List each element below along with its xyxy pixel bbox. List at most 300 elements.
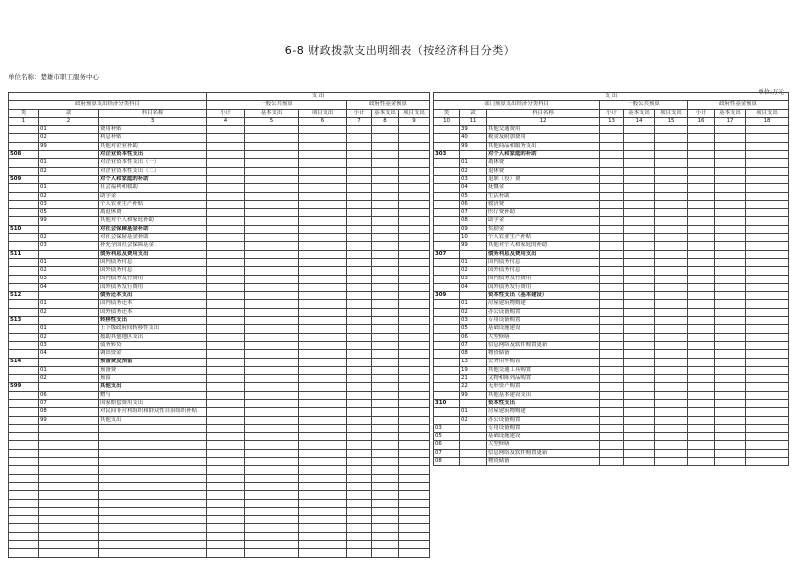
table-row (9, 192, 430, 200)
item-code: 01 (39, 184, 99, 192)
amount-cell (347, 308, 372, 316)
amount-cell (688, 159, 715, 167)
column-number: 18 (746, 117, 789, 125)
amount-cell (688, 142, 715, 150)
category-code (434, 126, 460, 134)
category-code (9, 209, 39, 217)
amount-cell (347, 507, 372, 515)
item-code: 06 (39, 391, 99, 399)
amount-cell (746, 441, 789, 449)
item-code (39, 225, 99, 233)
category-code (434, 242, 460, 250)
amount-cell (399, 333, 430, 341)
category-code (434, 325, 460, 333)
category-code (434, 366, 460, 374)
subject-name (99, 433, 207, 441)
amount-cell (299, 482, 347, 490)
table-row (9, 126, 430, 134)
amount-cell (600, 441, 624, 449)
amount-cell (372, 184, 399, 192)
table-row (9, 482, 430, 490)
amount-cell (347, 242, 372, 250)
category-code (9, 167, 39, 175)
item-code: 01 (39, 126, 99, 134)
category-code (9, 142, 39, 150)
table-row (434, 267, 789, 275)
amount-cell (399, 267, 430, 275)
amount-cell (399, 532, 430, 540)
amount-cell (372, 441, 399, 449)
amount-cell (372, 234, 399, 242)
subject-name: 赠与 (99, 391, 207, 399)
amount-cell (207, 341, 245, 349)
amount-cell (347, 258, 372, 266)
category-code (434, 317, 460, 325)
amount-cell (207, 416, 245, 424)
amount-cell (372, 258, 399, 266)
amount-cell (688, 275, 715, 283)
amount-cell (299, 142, 347, 150)
amount-cell (399, 350, 430, 358)
category-code (9, 159, 39, 167)
category-code (9, 507, 39, 515)
amount-cell (688, 317, 715, 325)
amount-cell (715, 167, 746, 175)
amount-cell (688, 383, 715, 391)
amount-cell (207, 499, 245, 507)
amount-cell (399, 358, 430, 366)
amount-cell (299, 391, 347, 399)
amount-cell (245, 341, 299, 349)
amount-cell (245, 184, 299, 192)
amount-cell (624, 458, 655, 466)
column-number: 3 (99, 117, 207, 125)
amount-cell (207, 258, 245, 266)
amount-cell (372, 267, 399, 275)
amount-cell (299, 507, 347, 515)
column-number: 14 (624, 117, 655, 125)
amount-cell (715, 408, 746, 416)
table-row (9, 151, 430, 159)
item-code: 01 (460, 258, 487, 266)
amount-cell (746, 333, 789, 341)
amount-cell (715, 391, 746, 399)
item-code: 03 (460, 275, 487, 283)
amount-cell (399, 200, 430, 208)
subject-name: 预留 (99, 375, 207, 383)
amount-cell (688, 449, 715, 457)
amount-cell (600, 175, 624, 183)
amount-cell (347, 449, 372, 457)
category-code (9, 217, 39, 225)
amount-cell (299, 292, 347, 300)
amount-cell (655, 317, 688, 325)
subject-name: 对企业资本性支出（一） (99, 159, 207, 167)
table-row (9, 283, 430, 291)
amount-cell (347, 267, 372, 275)
amount-cell (624, 424, 655, 432)
jiben-header: 基本支出 (245, 109, 299, 117)
amount-cell (655, 258, 688, 266)
subject-name: 大型修缮 (487, 333, 600, 341)
amount-cell (399, 225, 430, 233)
amount-cell (245, 491, 299, 499)
amount-cell (624, 292, 655, 300)
amount-cell (347, 151, 372, 159)
amount-cell (655, 424, 688, 432)
amount-cell (207, 283, 245, 291)
amount-cell (600, 225, 624, 233)
table-row (434, 126, 789, 134)
amount-cell (688, 258, 715, 266)
amount-cell (207, 217, 245, 225)
subject-name (99, 532, 207, 540)
subject-name: 办公设备购置 (487, 416, 600, 424)
amount-cell (399, 474, 430, 482)
amount-cell (245, 424, 299, 432)
subject-name: 税金及附加费用 (487, 134, 600, 142)
amount-cell (372, 366, 399, 374)
subject-name: 专用设备购置 (487, 317, 600, 325)
table-row (434, 424, 789, 432)
amount-cell (715, 217, 746, 225)
table-row (9, 549, 430, 557)
amount-cell (245, 441, 299, 449)
amount-cell (746, 416, 789, 424)
amount-cell (624, 200, 655, 208)
amount-cell (245, 458, 299, 466)
table-row (434, 242, 789, 250)
subject-name: 调出资金 (99, 350, 207, 358)
amount-cell (299, 524, 347, 532)
amount-cell (299, 383, 347, 391)
amount-cell (655, 126, 688, 134)
item-code: 09 (460, 225, 487, 233)
amount-cell (746, 267, 789, 275)
amount-cell (746, 399, 789, 407)
amount-cell (299, 151, 347, 159)
zhichu-header: 支 出 (434, 93, 789, 101)
amount-cell (715, 192, 746, 200)
amount-cell (624, 366, 655, 374)
amount-cell (399, 391, 430, 399)
amount-cell (207, 142, 245, 150)
amount-cell (347, 375, 372, 383)
subject-name: 退休费 (487, 167, 600, 175)
subject-name: 资本性支出（基本建设） (487, 292, 600, 300)
item-code: 99 (39, 416, 99, 424)
amount-cell (688, 366, 715, 374)
subject-name: 离退休费 (99, 209, 207, 217)
table-row (9, 292, 430, 300)
kuan-header: 款 (460, 109, 487, 117)
subject-name: 债务转贷 (99, 341, 207, 349)
amount-cell (207, 482, 245, 490)
item-code: 01 (39, 325, 99, 333)
item-code: 08 (460, 350, 487, 358)
amount-cell (715, 184, 746, 192)
subject-name: 物资储备 (487, 458, 600, 466)
item-code: 13 (460, 358, 487, 366)
amount-cell (207, 234, 245, 242)
amount-cell (746, 375, 789, 383)
item-code: 01 (39, 258, 99, 266)
amount-cell (372, 358, 399, 366)
amount-cell (746, 433, 789, 441)
subject-name: 专用设备购置 (487, 424, 600, 432)
amount-cell (299, 300, 347, 308)
column-number-row (9, 117, 430, 125)
table-row (9, 308, 430, 316)
amount-cell (372, 524, 399, 532)
amount-cell (655, 416, 688, 424)
amount-cell (245, 549, 299, 557)
amount-cell (299, 516, 347, 524)
amount-cell (600, 258, 624, 266)
table-row (434, 399, 789, 407)
amount-cell (688, 200, 715, 208)
amount-cell (245, 234, 299, 242)
column-number: 10 (434, 117, 460, 125)
xiaoji-header: 小计 (688, 109, 715, 117)
amount-cell (655, 449, 688, 457)
amount-cell (688, 283, 715, 291)
amount-cell (299, 267, 347, 275)
amount-cell (245, 126, 299, 134)
column-number: 8 (372, 117, 399, 125)
amount-cell (372, 333, 399, 341)
category-code: 05 (434, 433, 460, 441)
item-code (460, 151, 487, 159)
amount-cell (624, 399, 655, 407)
item-code: 40 (460, 134, 487, 142)
category-code (9, 516, 39, 524)
subject-name: 其他商品和服务支出 (487, 142, 600, 150)
amount-cell (399, 491, 430, 499)
category-code (434, 275, 460, 283)
kuan-header: 款 (39, 109, 99, 117)
subject-name (99, 541, 207, 549)
subject-name: 费用补贴 (99, 126, 207, 134)
category-code (434, 217, 460, 225)
amount-cell (207, 391, 245, 399)
amount-cell (207, 474, 245, 482)
amount-cell (688, 391, 715, 399)
amount-cell (600, 192, 624, 200)
item-code (39, 151, 99, 159)
amount-cell (715, 250, 746, 258)
table-row (434, 416, 789, 424)
amount-cell (600, 134, 624, 142)
amount-cell (372, 325, 399, 333)
amount-cell (207, 358, 245, 366)
subject-name: 基础设施建设 (487, 433, 600, 441)
amount-cell (655, 325, 688, 333)
amount-cell (347, 474, 372, 482)
column-number: 12 (487, 117, 600, 125)
amount-cell (655, 167, 688, 175)
amount-cell (715, 142, 746, 150)
amount-cell (347, 358, 372, 366)
amount-cell (372, 507, 399, 515)
amount-cell (372, 399, 399, 407)
amount-cell (207, 516, 245, 524)
amount-cell (655, 358, 688, 366)
amount-cell (624, 283, 655, 291)
category-code (9, 325, 39, 333)
amount-cell (715, 399, 746, 407)
amount-cell (245, 507, 299, 515)
item-code: 99 (460, 391, 487, 399)
amount-cell (715, 175, 746, 183)
amount-cell (746, 283, 789, 291)
amount-cell (655, 308, 688, 316)
subject-name: 国内债务发行费用 (99, 275, 207, 283)
amount-cell (299, 333, 347, 341)
table-row (9, 341, 430, 349)
table-row (434, 458, 789, 466)
amount-cell (299, 549, 347, 557)
item-code: 99 (39, 217, 99, 225)
amount-cell (245, 317, 299, 325)
amount-cell (624, 142, 655, 150)
amount-cell (299, 399, 347, 407)
amount-cell (372, 532, 399, 540)
category-code (9, 549, 39, 557)
amount-cell (399, 366, 430, 374)
amount-cell (245, 358, 299, 366)
amount-cell (688, 167, 715, 175)
amount-cell (372, 549, 399, 557)
amount-cell (372, 209, 399, 217)
xiangmu-header: 项目支出 (299, 109, 347, 117)
item-code (460, 441, 487, 449)
amount-cell (399, 424, 430, 432)
amount-cell (299, 541, 347, 549)
amount-cell (299, 308, 347, 316)
amount-cell (746, 234, 789, 242)
amount-cell (399, 283, 430, 291)
subject-name: 无形资产购置 (487, 383, 600, 391)
amount-cell (399, 250, 430, 258)
amount-cell (207, 167, 245, 175)
table-row (9, 317, 430, 325)
amount-cell (688, 341, 715, 349)
amount-cell (600, 383, 624, 391)
table-row (9, 350, 430, 358)
amount-cell (372, 275, 399, 283)
table-row (434, 308, 789, 316)
item-code: 05 (460, 325, 487, 333)
amount-cell (399, 242, 430, 250)
item-code: 01 (39, 366, 99, 374)
item-code (39, 499, 99, 507)
category-code (434, 225, 460, 233)
amount-cell (655, 333, 688, 341)
amount-cell (245, 192, 299, 200)
subject-name: 抚恤金 (487, 184, 600, 192)
amount-cell (746, 200, 789, 208)
amount-cell (715, 333, 746, 341)
item-code: 01 (460, 408, 487, 416)
item-code: 05 (460, 192, 487, 200)
table-row (9, 225, 430, 233)
amount-cell (207, 399, 245, 407)
subject-name: 房屋建筑物购建 (487, 408, 600, 416)
table-row (434, 366, 789, 374)
category-code (9, 391, 39, 399)
item-code: 02 (39, 134, 99, 142)
item-code (460, 449, 487, 457)
amount-cell (299, 234, 347, 242)
amount-cell (299, 366, 347, 374)
table-row (434, 325, 789, 333)
amount-cell (746, 458, 789, 466)
amount-cell (600, 234, 624, 242)
amount-cell (399, 325, 430, 333)
amount-cell (624, 184, 655, 192)
amount-cell (600, 275, 624, 283)
amount-cell (245, 416, 299, 424)
amount-cell (207, 507, 245, 515)
amount-cell (399, 482, 430, 490)
amount-cell (688, 217, 715, 225)
amount-cell (688, 350, 715, 358)
amount-cell (624, 358, 655, 366)
amount-cell (347, 466, 372, 474)
amount-cell (347, 441, 372, 449)
amount-cell (245, 333, 299, 341)
table-row (434, 159, 789, 167)
subject-name: 助学金 (487, 217, 600, 225)
amount-cell (715, 375, 746, 383)
amount-cell (372, 491, 399, 499)
amount-cell (347, 217, 372, 225)
category-code: 309 (434, 292, 460, 300)
subject-name: 物资储备 (487, 350, 600, 358)
amount-cell (347, 516, 372, 524)
amount-cell (207, 491, 245, 499)
amount-cell (715, 292, 746, 300)
amount-cell (299, 416, 347, 424)
amount-cell (600, 449, 624, 457)
amount-cell (207, 524, 245, 532)
amount-cell (746, 225, 789, 233)
subject-name: 国内债务还本 (99, 300, 207, 308)
column-number: 5 (245, 117, 299, 125)
amount-cell (600, 159, 624, 167)
amount-cell (347, 366, 372, 374)
amount-cell (207, 250, 245, 258)
amount-cell (655, 433, 688, 441)
category-code (9, 366, 39, 374)
amount-cell (299, 275, 347, 283)
table-row (9, 159, 430, 167)
category-code (9, 466, 39, 474)
amount-cell (372, 391, 399, 399)
amount-cell (655, 300, 688, 308)
amount-cell (207, 408, 245, 416)
item-code (39, 358, 99, 366)
item-code: 02 (39, 267, 99, 275)
amount-cell (688, 234, 715, 242)
amount-cell (399, 217, 430, 225)
subject-name: 国内债务付息 (99, 258, 207, 266)
amount-cell (299, 200, 347, 208)
amount-cell (600, 209, 624, 217)
amount-cell (688, 134, 715, 142)
amount-cell (347, 292, 372, 300)
